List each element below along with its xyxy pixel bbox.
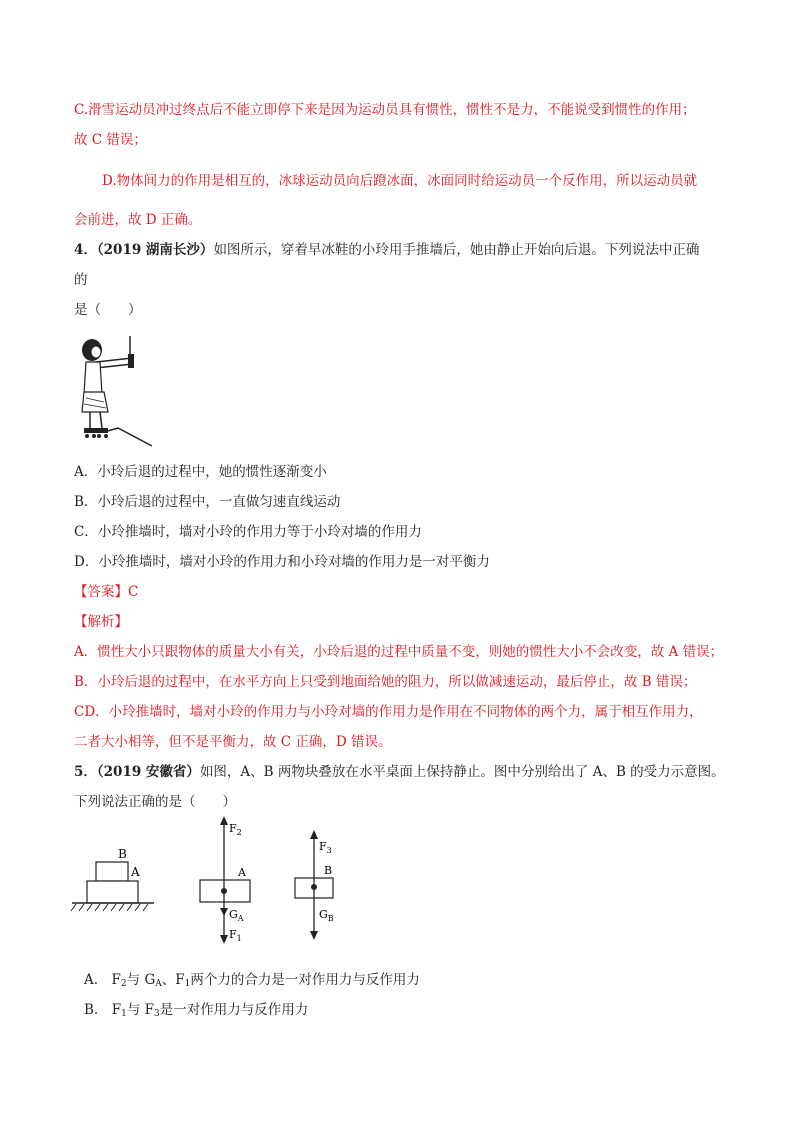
q4-option-a: A．小玲后退的过程中，她的惯性逐渐变小 [74,464,327,480]
q4-analysis-line4: 二者大小相等，但不是平衡力，故 C 正确，D 错误。 [74,734,392,750]
q4-stem-line2: 的 [74,272,88,288]
stack-label-b: B [118,847,127,861]
q4-number: 4． [74,242,97,258]
q5-source: （2019 安徽省） [96,764,200,780]
q4-analysis-label: 【解析】 [74,614,128,630]
q5-option-a: A. $F_2$与 $G_A$、$F_1$两个力的合力是一对作用力与反作用力 [84,972,420,989]
q5-stem-line1 [74,762,725,782]
q4-option-c: C．小玲推墙时，墙对小玲的作用力等于小玲对墙的作用力 [74,524,422,540]
q5-number: 5． [74,764,97,780]
diagram-a-label: A [238,866,246,879]
q4-stem-text: 如图所示，穿着早冰鞋的小玲用手推墙后，她由静止开始向后退。下列说法中正确 [213,242,700,258]
q4-answer: 【答案】C [74,584,139,600]
explanation-c-line2: 故 C 错误； [74,132,147,148]
explanation-c-line1: C.滑雪运动员冲过终点后不能立即停下来是因为运动员具有惯性，惯性不是力，不能说受到惯性的作用； [74,102,696,118]
force-diagram-a [200,816,250,944]
force-diagram-figure [68,812,368,952]
force-diagram-b [295,830,334,940]
q5-stem-text: 如图，A、B 两物块叠放在水平桌面上保持静止。图中分别给出了 A、B 的受力示意图。 [199,764,725,780]
q4-option-b: B．小玲后退的过程中，一直做匀速直线运动 [74,494,341,510]
gb-label: $G_B$ [319,908,334,923]
q4-analysis-line2: B．小玲后退的过程中，在水平方向上只受到地面给她的阻力，所以做减速运动，最后停止，故 B 错误； [74,674,697,690]
stack-label-a: A [131,865,140,879]
f3-label: $F_3$ [319,840,332,855]
q4-source: （2019 湖南长沙） [96,242,214,258]
ga-label: $G_A$ [229,908,244,923]
girl-pushing-wall-figure [74,332,154,448]
q4-stem-line1 [74,240,699,260]
stacked-blocks [71,847,154,911]
q4-analysis-line1: A．惯性大小只跟物体的质量大小有关，小玲后退的过程中质量不变，则她的惯性大小不会改变，故 A 错误； [74,644,724,660]
q4-option-d: D．小玲推墙时，墙对小玲的作用力和小玲对墙的作用力是一对平衡力 [74,554,490,570]
explanation-d-line2: 会前进，故 D 正确。 [74,212,202,228]
diagram-b-label: B [324,864,333,877]
explanation-d-line1: D.物体间力的作用是相互的，冰球运动员向后蹬冰面，冰面同时给运动员一个反作用，所以运动员就 [102,173,698,189]
q4-stem-line3: 是（ ） [74,302,142,318]
q5-stem-line2: 下列说法正确的是（ ） [74,794,236,810]
f1-label: $F_1$ [229,928,242,943]
q5-option-b: B. $F_1$与 $F_3$是一对作用力与反作用力 [84,1002,309,1019]
f2-label: $F_2$ [229,822,242,837]
q4-analysis-line3: CD．小玲推墙时，墙对小玲的作用力与小玲对墙的作用力是作用在不同物体的两个力，属于相互作用力， [74,704,703,720]
